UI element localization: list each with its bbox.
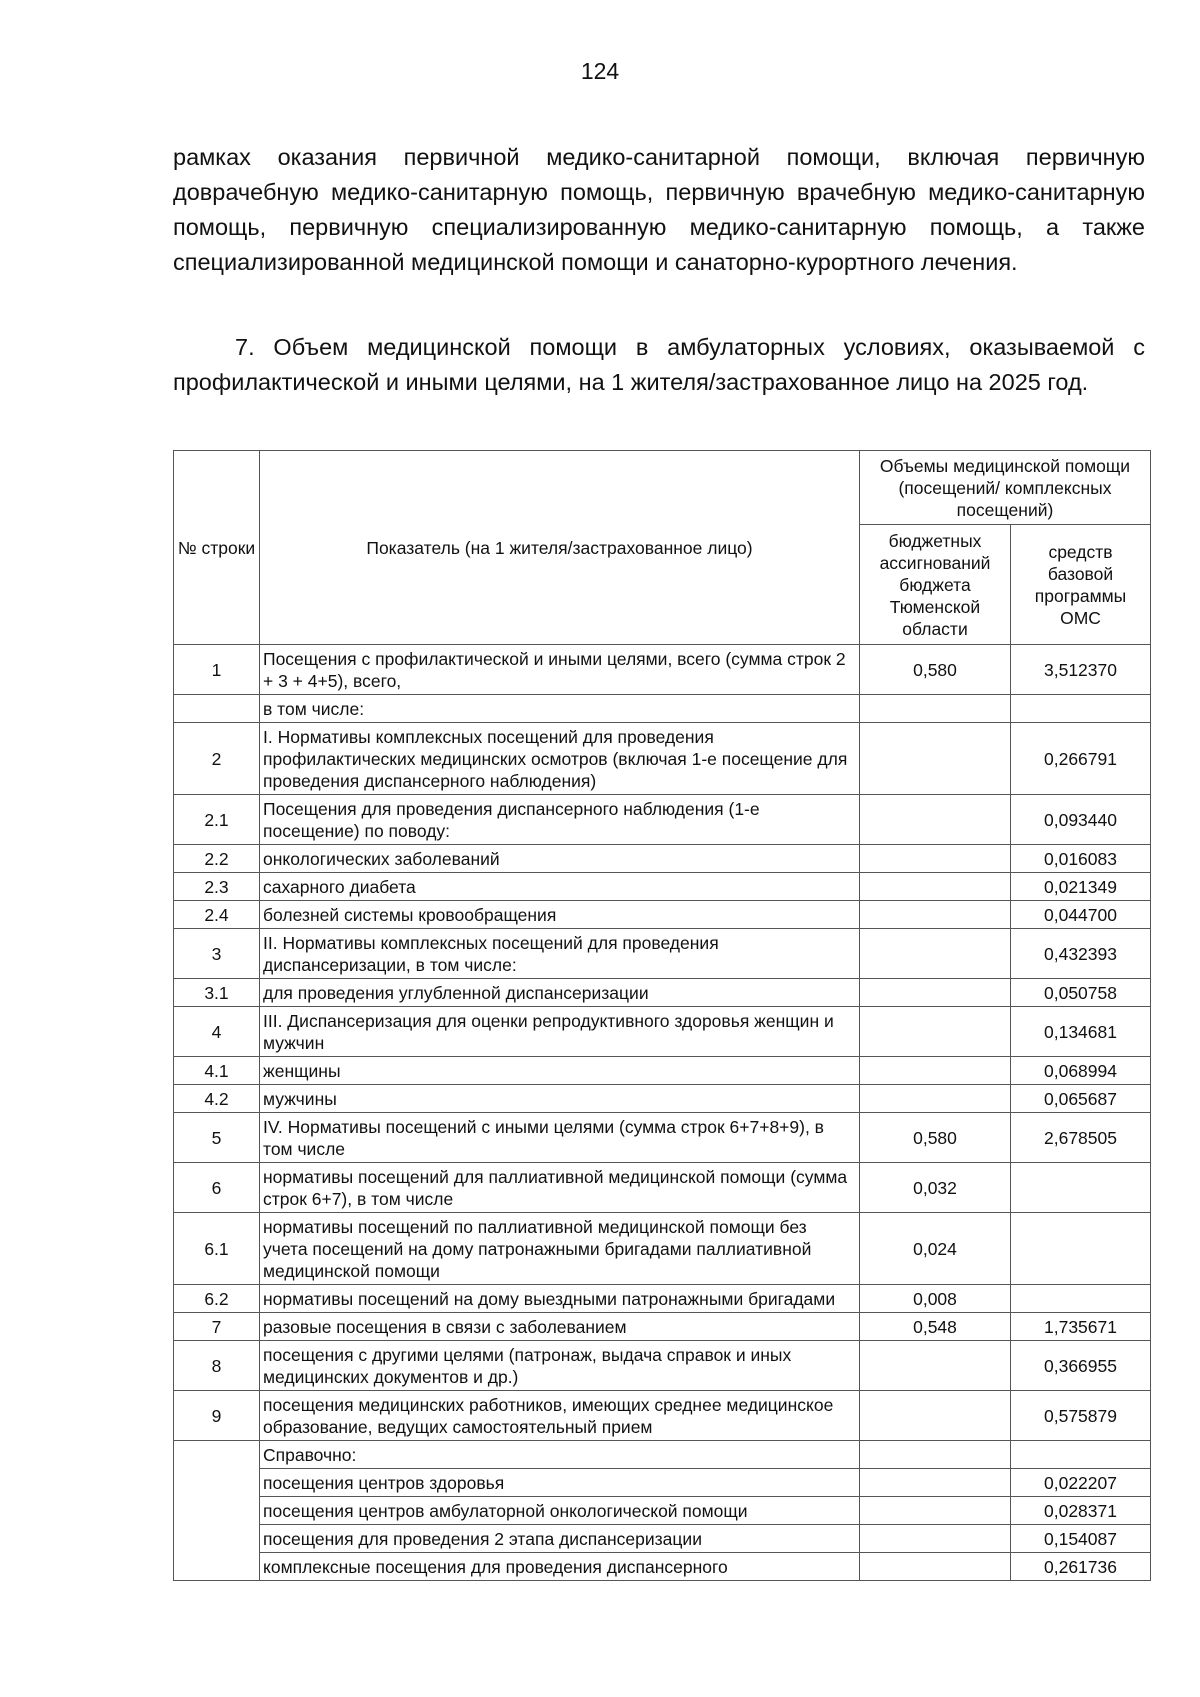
row-number: 3.1 xyxy=(174,979,260,1007)
table-row xyxy=(174,1313,1151,1341)
row-oms-value xyxy=(1011,1163,1151,1213)
row-number: 6.2 xyxy=(174,1285,260,1313)
row-oms-value: 0,134681 xyxy=(1011,1007,1151,1057)
row-oms-value: 0,021349 xyxy=(1011,873,1151,901)
row-number: 2 xyxy=(174,723,260,795)
row-number: 5 xyxy=(174,1113,260,1163)
row-indicator: I. Нормативы комплексных посещений для проведения профилактических медицинских осмотров (включая 1-е посещение для проведения диспансерного наблюдения) xyxy=(260,723,860,795)
reference-budget-value xyxy=(860,1469,1011,1497)
reference-indicator: комплексные посещения для проведения диспансерного xyxy=(260,1553,860,1581)
row-indicator: онкологических заболеваний xyxy=(260,845,860,873)
reference-label: Справочно: xyxy=(260,1441,860,1469)
table-row xyxy=(174,1085,1151,1113)
reference-row-number xyxy=(174,1441,260,1581)
reference-oms-value: 0,028371 xyxy=(1011,1497,1151,1525)
row-indicator: для проведения углубленной диспансеризации xyxy=(260,979,860,1007)
row-indicator: посещения с другими целями (патронаж, выдача справок и иных медицинских документов и др.) xyxy=(260,1341,860,1391)
row-indicator: нормативы посещений по паллиативной медицинской помощи без учета посещений на дому патронажными бригадами паллиативной медицинской помощи xyxy=(260,1213,860,1285)
row-budget-value xyxy=(860,1007,1011,1057)
reference-label-oms xyxy=(1011,1441,1151,1469)
table-row-reference-label xyxy=(174,1441,1151,1469)
reference-indicator: посещения для проведения 2 этапа диспансеризации xyxy=(260,1525,860,1553)
reference-indicator: посещения центров амбулаторной онкологической помощи xyxy=(260,1497,860,1525)
row-number: 2.3 xyxy=(174,873,260,901)
reference-budget-value xyxy=(860,1525,1011,1553)
row-budget-value: 0,032 xyxy=(860,1163,1011,1213)
row-number: 9 xyxy=(174,1391,260,1441)
row-indicator: нормативы посещений для паллиативной медицинской помощи (сумма строк 6+7), в том числе xyxy=(260,1163,860,1213)
row-indicator: Посещения для проведения диспансерного наблюдения (1-е посещение) по поводу: xyxy=(260,795,860,845)
page-number: 124 xyxy=(580,58,620,84)
reference-budget-value xyxy=(860,1553,1011,1581)
row-indicator: женщины xyxy=(260,1057,860,1085)
row-budget-value: 0,024 xyxy=(860,1213,1011,1285)
row-number: 1 xyxy=(174,645,260,695)
table-row-reference xyxy=(174,1525,1151,1553)
row-oms-value: 0,266791 xyxy=(1011,723,1151,795)
table-header xyxy=(174,451,1151,645)
row-number xyxy=(174,695,260,723)
row-number: 2.2 xyxy=(174,845,260,873)
table-row xyxy=(174,645,1151,695)
row-indicator: Посещения с профилактической и иными целями, всего (сумма строк 2 + 3 + 4+5), всего, xyxy=(260,645,860,695)
row-budget-value xyxy=(860,695,1011,723)
row-number: 6.1 xyxy=(174,1213,260,1285)
header-row-number: № строки xyxy=(174,451,260,645)
table-row xyxy=(174,929,1151,979)
row-budget-value xyxy=(860,723,1011,795)
row-number: 4.1 xyxy=(174,1057,260,1085)
intro-paragraph: рамках оказания первичной медико-санитарной помощи, включая первичную доврачебную медико-санитарную помощь, первичную врачебную медико-санитарную помощь, первичную специализированную медико-санитарную помощь, а также специализированной медицинской помощи и санаторно-курортного лечения. xyxy=(173,144,1145,275)
row-budget-value: 0,580 xyxy=(860,1113,1011,1163)
row-number: 4.2 xyxy=(174,1085,260,1113)
header-indicator: Показатель (на 1 жителя/застрахованное лицо) xyxy=(260,451,860,645)
reference-label-budget xyxy=(860,1441,1011,1469)
row-indicator: посещения медицинских работников, имеющих среднее медицинское образование, ведущих самостоятельный прием xyxy=(260,1391,860,1441)
row-indicator: в том числе: xyxy=(260,695,860,723)
table-row xyxy=(174,1007,1151,1057)
reference-oms-value: 0,154087 xyxy=(1011,1525,1151,1553)
row-oms-value xyxy=(1011,695,1151,723)
row-oms-value: 0,068994 xyxy=(1011,1057,1151,1085)
row-indicator: III. Диспансеризация для оценки репродуктивного здоровья женщин и мужчин xyxy=(260,1007,860,1057)
row-number: 2.4 xyxy=(174,901,260,929)
row-number: 8 xyxy=(174,1341,260,1391)
row-oms-value: 0,575879 xyxy=(1011,1391,1151,1441)
row-budget-value xyxy=(860,901,1011,929)
row-budget-value: 0,548 xyxy=(860,1313,1011,1341)
row-budget-value xyxy=(860,1341,1011,1391)
row-indicator: разовые посещения в связи с заболеванием xyxy=(260,1313,860,1341)
row-budget-value xyxy=(860,929,1011,979)
row-oms-value: 0,432393 xyxy=(1011,929,1151,979)
row-budget-value: 0,008 xyxy=(860,1285,1011,1313)
volume-table xyxy=(173,450,1151,1581)
row-number: 3 xyxy=(174,929,260,979)
row-oms-value xyxy=(1011,1213,1151,1285)
row-oms-value: 3,512370 xyxy=(1011,645,1151,695)
row-budget-value xyxy=(860,1085,1011,1113)
row-number: 4 xyxy=(174,1007,260,1057)
row-oms-value: 0,044700 xyxy=(1011,901,1151,929)
header-budget: бюджетных ассигнований бюджета Тюменской области xyxy=(860,525,1011,645)
row-oms-value: 0,050758 xyxy=(1011,979,1151,1007)
row-oms-value: 1,735671 xyxy=(1011,1313,1151,1341)
row-number: 6 xyxy=(174,1163,260,1213)
table-row xyxy=(174,1391,1151,1441)
table-row xyxy=(174,1163,1151,1213)
table-body xyxy=(174,645,1151,1581)
table-row xyxy=(174,979,1151,1007)
table-row-reference xyxy=(174,1469,1151,1497)
table-row xyxy=(174,1213,1151,1285)
table-row xyxy=(174,723,1151,795)
table-row xyxy=(174,1285,1151,1313)
table-row xyxy=(174,1113,1151,1163)
section-heading-paragraph: 7. Объем медицинской помощи в амбулаторных условиях, оказываемой с профилактической и иными целями, на 1 жителя/застрахованное лицо на 2025 год. xyxy=(173,334,1145,395)
row-budget-value xyxy=(860,845,1011,873)
table-row-reference xyxy=(174,1497,1151,1525)
table-row xyxy=(174,795,1151,845)
row-oms-value: 0,366955 xyxy=(1011,1341,1151,1391)
row-indicator: нормативы посещений на дому выездными патронажными бригадами xyxy=(260,1285,860,1313)
header-volumes: Объемы медицинской помощи (посещений/ комплексных посещений) xyxy=(860,451,1151,525)
row-oms-value: 0,093440 xyxy=(1011,795,1151,845)
table-row xyxy=(174,873,1151,901)
reference-oms-value: 0,022207 xyxy=(1011,1469,1151,1497)
row-number: 2.1 xyxy=(174,795,260,845)
row-indicator: IV. Нормативы посещений с иными целями (сумма строк 6+7+8+9), в том числе xyxy=(260,1113,860,1163)
row-budget-value: 0,580 xyxy=(860,645,1011,695)
row-indicator: II. Нормативы комплексных посещений для проведения диспансеризации, в том числе: xyxy=(260,929,860,979)
header-oms: средств базовой программы ОМС xyxy=(1011,525,1151,645)
row-oms-value: 2,678505 xyxy=(1011,1113,1151,1163)
row-budget-value xyxy=(860,1391,1011,1441)
table-row-reference xyxy=(174,1553,1151,1581)
table-row xyxy=(174,845,1151,873)
row-budget-value xyxy=(860,979,1011,1007)
row-number: 7 xyxy=(174,1313,260,1341)
reference-oms-value: 0,261736 xyxy=(1011,1553,1151,1581)
table-row xyxy=(174,695,1151,723)
row-budget-value xyxy=(860,873,1011,901)
reference-budget-value xyxy=(860,1497,1011,1525)
table-row xyxy=(174,901,1151,929)
row-oms-value: 0,065687 xyxy=(1011,1085,1151,1113)
row-budget-value xyxy=(860,1057,1011,1085)
row-oms-value xyxy=(1011,1285,1151,1313)
row-indicator: болезней системы кровообращения xyxy=(260,901,860,929)
row-indicator: сахарного диабета xyxy=(260,873,860,901)
reference-indicator: посещения центров здоровья xyxy=(260,1469,860,1497)
table-row xyxy=(174,1341,1151,1391)
row-budget-value xyxy=(860,795,1011,845)
row-oms-value: 0,016083 xyxy=(1011,845,1151,873)
row-indicator: мужчины xyxy=(260,1085,860,1113)
table-row xyxy=(174,1057,1151,1085)
